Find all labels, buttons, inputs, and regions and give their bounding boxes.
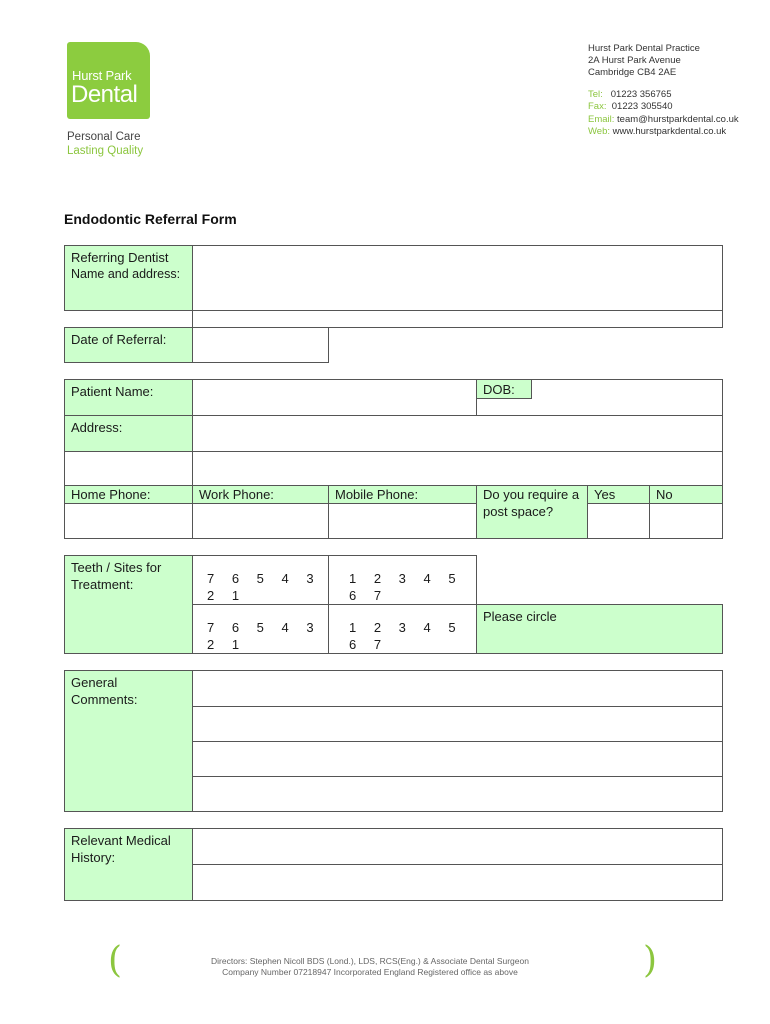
patient-name-field[interactable] xyxy=(192,379,477,416)
address-field-2-left[interactable] xyxy=(64,451,193,486)
referring-dentist-field-extra[interactable] xyxy=(192,310,723,328)
referring-dentist-field[interactable] xyxy=(192,245,723,311)
practice-name: Hurst Park Dental Practice xyxy=(588,43,700,54)
medical-history-label: Relevant Medical History: xyxy=(64,828,193,901)
footer-directors: Directors: Stephen Nicoll BDS (Lond.), LDS, RCS(Eng.) & Associate Dental Surgeon xyxy=(211,956,529,966)
teeth-upper-right[interactable]: 1 2 3 4 5 6 7 xyxy=(328,555,477,605)
general-comments-line-2[interactable] xyxy=(192,706,723,742)
name-and-address-text: Name and address: xyxy=(71,267,181,281)
referring-dentist-label xyxy=(64,245,193,311)
post-space-no-box[interactable] xyxy=(649,503,723,539)
fax-value: 01223 305540 xyxy=(611,101,673,112)
address-label: Address: xyxy=(64,415,193,452)
tel-value: 01223 356765 xyxy=(610,89,672,100)
footer-right-bracket-icon: ) xyxy=(643,940,658,981)
teeth-lower-right[interactable]: 1 2 3 4 5 6 7 xyxy=(328,604,477,654)
tagline-personal-care: Personal Care xyxy=(67,131,141,143)
tel-label: Tel: xyxy=(588,89,603,100)
date-of-referral-label: Date of Referral: xyxy=(64,327,193,363)
logo-text-dental: Dental xyxy=(71,81,138,108)
general-comments-line-4[interactable] xyxy=(192,776,723,812)
practice-street: 2A Hurst Park Avenue xyxy=(588,55,681,66)
practice-city: Cambridge CB4 2AE xyxy=(588,67,677,78)
general-comments-label: General Comments: xyxy=(64,670,193,812)
web-label: Web: xyxy=(588,126,611,137)
post-space-question: Do you require a post space? xyxy=(476,485,588,539)
work-phone-label: Work Phone: xyxy=(192,485,329,504)
dob-label: DOB: xyxy=(476,379,532,399)
general-comments-line-3[interactable] xyxy=(192,741,723,777)
teeth-lower-left[interactable]: 7 6 5 4 3 2 1 xyxy=(192,604,329,654)
fax-label: Fax: xyxy=(588,101,607,112)
practice-logo xyxy=(67,42,150,119)
footer-company: Company Number 07218947 Incorporated England Registered office as above xyxy=(222,967,518,977)
email-label: Email: xyxy=(588,114,615,125)
referring-dentist-text: Referring Dentist xyxy=(71,250,169,265)
tagline-lasting-quality: Lasting Quality xyxy=(67,145,144,157)
medical-history-line-1[interactable] xyxy=(192,828,723,865)
medical-history-line-2[interactable] xyxy=(192,864,723,901)
post-space-no-label: No xyxy=(649,485,723,504)
patient-name-label: Patient Name: xyxy=(64,379,193,416)
footer-left-bracket-icon: ( xyxy=(108,940,123,981)
web-value[interactable]: www.hurstparkdental.co.uk xyxy=(612,126,727,137)
post-space-yes-box[interactable] xyxy=(587,503,650,539)
email-line xyxy=(588,114,739,125)
web-line xyxy=(588,126,726,137)
fax-line xyxy=(588,101,673,112)
address-field-1[interactable] xyxy=(192,415,723,452)
post-space-yes-label: Yes xyxy=(587,485,650,504)
please-circle-note: Please circle xyxy=(476,604,723,654)
home-phone-label: Home Phone: xyxy=(64,485,193,504)
general-comments-line-1[interactable] xyxy=(192,670,723,707)
address-field-2[interactable] xyxy=(192,451,723,486)
logo-text-hurst-park: Hurst Park xyxy=(72,68,132,83)
email-value[interactable]: team@hurstparkdental.co.uk xyxy=(617,114,739,125)
form-title: Endodontic Referral Form xyxy=(64,211,237,227)
teeth-sites-label: Teeth / Sites for Treatment: xyxy=(64,555,193,654)
date-of-referral-field[interactable] xyxy=(192,327,329,363)
tel-line xyxy=(588,89,671,100)
teeth-upper-left[interactable]: 7 6 5 4 3 2 1 xyxy=(192,555,329,605)
work-phone-field[interactable] xyxy=(192,503,329,539)
home-phone-field[interactable] xyxy=(64,503,193,539)
mobile-phone-field[interactable] xyxy=(328,503,477,539)
mobile-phone-label: Mobile Phone: xyxy=(328,485,477,504)
